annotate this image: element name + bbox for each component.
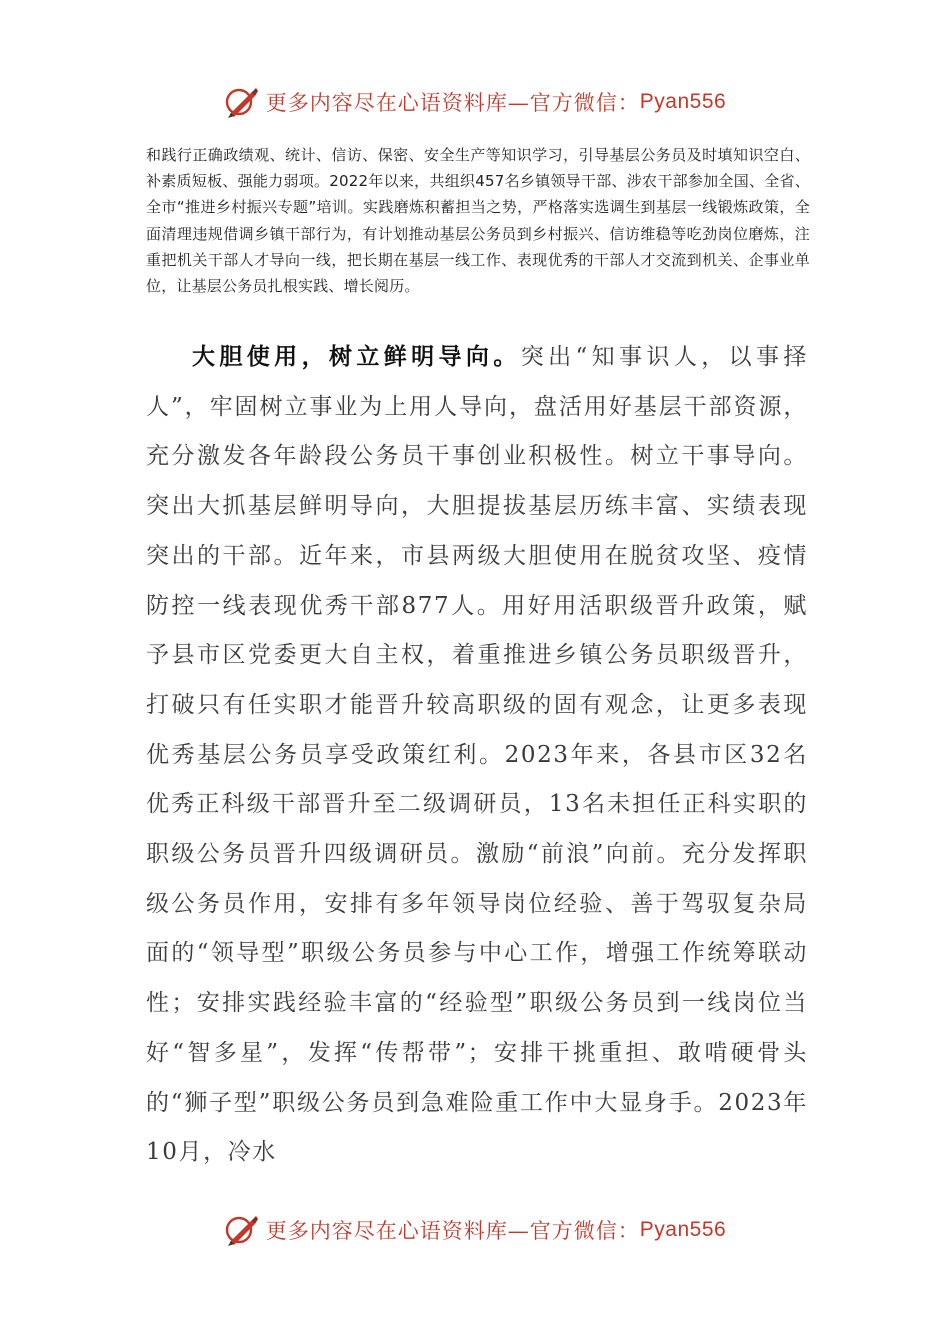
paragraph-body: 突出“知事识人，以事择人”，牢固树立事业为上用人导向，盘活用好基层干部资源，充分激发各年龄段公务员干事创业积极性。树立干事导向。突出大抓基层鲜明导向，大胆提拔基层历练丰富、实绩表现突出的干部。近年来，市县两级大胆使用在脱贫攻坚、疫情防控一线表现优秀干部877人。用好用活职级晋升政策，赋予县市区党委更大自主权，着重推进乡镇公务员职级晋升，打破只有任实职才能晋升较高职级的固有观念，让更多表现优秀基层公务员享受政策红利。2023年来，各县市区32名优秀正科级干部晋升至二级调研员，13名未担任正科实职的职级公务员晋升四级调研员。激励“前浪”向前。充分发挥职级公务员作用，安排有多年领导岗位经验、善于驾驭复杂局面的“领导型”职级公务员参与中心工作，增强工作统筹联动性；安排实践经验丰富的“经验型”职级公务员到一线岗位当好“智多星”，发挥“传帮带”；安排干挑重担、敢啃硬骨头的“狮子型”职级公务员到急难险重工作中大显身手。2023年10月，冷水 (146, 344, 809, 1166)
paragraph-lead-heading: 大胆使用，树立鲜明导向。 (192, 344, 521, 370)
pen-logo-icon (224, 1212, 260, 1248)
banner-text: 更多内容尽在心语资料库—官方微信： (265, 91, 640, 115)
header-banner (0, 82, 950, 122)
intro-paragraph: 和践行正确政绩观、统计、信访、保密、安全生产等知识学习，引导基层公务员及时填知识空白、补素质短板、强能力弱项。2022年以来，共组织457名乡镇领导干部、涉农干部参加全国、全省、全市“推进乡村振兴专题”培训。实践磨炼积蓄担当之势，严格落实选调生到基层一线锻炼政策，全面清理违规借调乡镇干部行为，有计划推动基层公务员到乡村振兴、信访维稳等吃劲岗位磨炼，注重把机关干部人才导向一线，把长期在基层一线工作、表现优秀的干部人才交流到机关、企事业单位，让基层公务员扎根实践、增长阅历。 (146, 146, 810, 296)
main-paragraph (146, 333, 808, 1178)
pen-logo-icon (224, 84, 260, 120)
banner-handle: Pyan556 (639, 90, 727, 113)
banner-text: 更多内容尽在心语资料库—官方微信： (265, 1219, 640, 1243)
footer-banner (0, 1210, 950, 1250)
banner-handle: Pyan556 (639, 1218, 727, 1241)
